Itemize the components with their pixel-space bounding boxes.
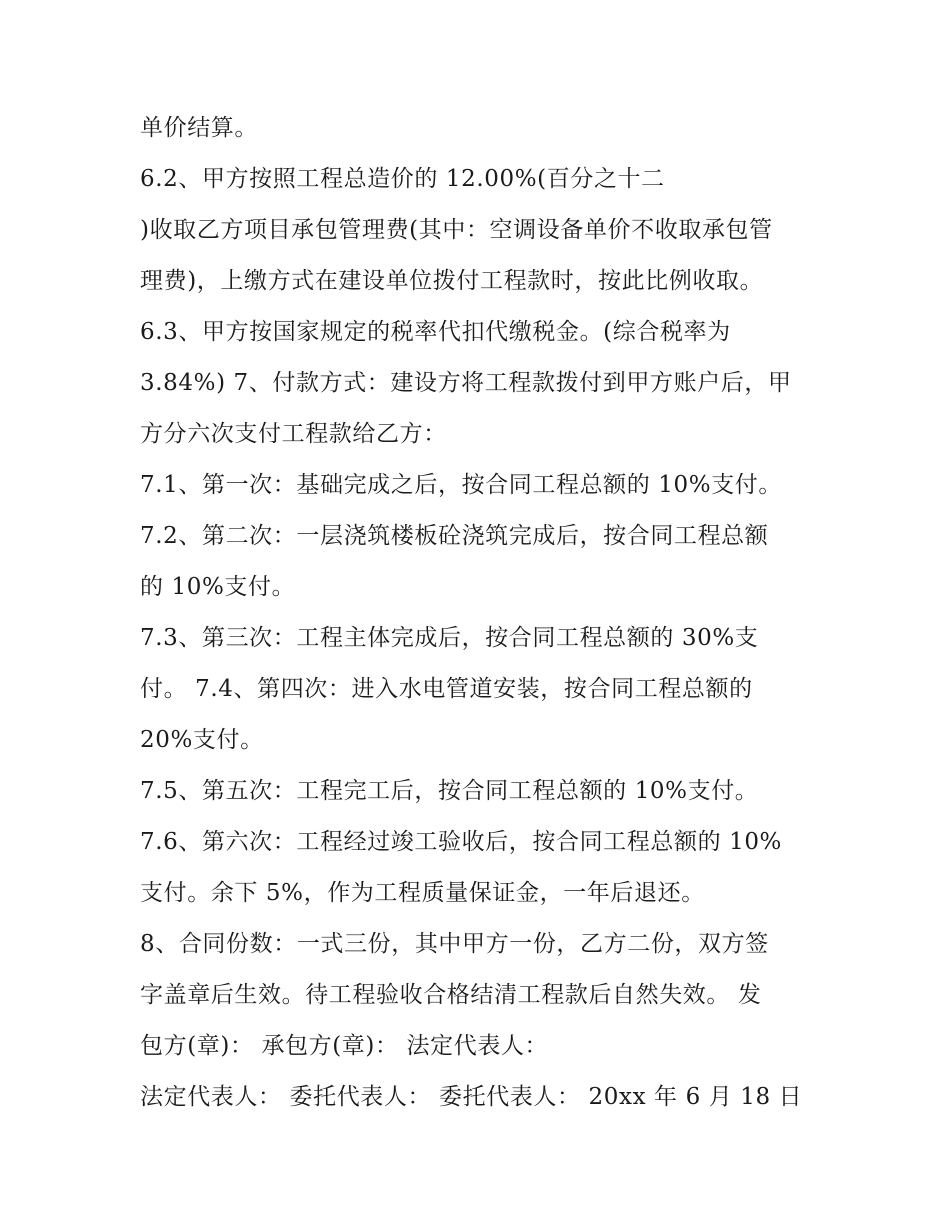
contract-text [140, 103, 820, 1123]
text-line: 付。 7.4、第四次：进入水电管道安装，按合同工程总额的 [140, 676, 753, 702]
text-line: 20%支付。 [140, 727, 264, 753]
text-line: 单价结算。 [140, 115, 258, 141]
text-line: 7.6、第六次：工程经过竣工验收后，按合同工程总额的 10% [140, 829, 783, 855]
text-line: 的 10%支付。 [140, 574, 296, 600]
text-line: 方分六次支付工程款给乙方： [140, 421, 447, 447]
text-line: 字盖章后生效。待工程验收合格结清工程款后自然失效。 发 [140, 982, 762, 1008]
text-line: 7.5、第五次：工程完工后，按合同工程总额的 10%支付。 [140, 778, 759, 804]
text-line: 6.3、甲方按国家规定的税率代扣代缴税金。(综合税率为 [140, 319, 731, 345]
text-line: 支付。余下 5%，作为工程质量保证金，一年后退还。 [140, 880, 705, 906]
text-line: )收取乙方项目承包管理费(其中：空调设备单价不收取承包管 [140, 217, 773, 243]
text-line: 7.1、第一次：基础完成之后，按合同工程总额的 10%支付。 [140, 472, 783, 498]
text-line: 8、合同份数：一式三份，其中甲方一份，乙方二份，双方签 [140, 931, 769, 957]
text-line: 包方(章)： 承包方(章)： 法定代表人： [140, 1033, 549, 1059]
text-line: 法定代表人： 委托代表人： 委托代表人： 20xx 年 6 月 18 日 [140, 1084, 803, 1110]
text-line: 3.84%) 7、付款方式：建设方将工程款拨付到甲方账户后，甲 [140, 370, 792, 396]
text-line: 7.2、第二次：一层浇筑楼板砼浇筑完成后，按合同工程总额 [140, 523, 769, 549]
text-line: 理费)，上缴方式在建设单位拨付工程款时，按此比例收取。 [140, 268, 764, 294]
text-line: 6.2、甲方按照工程总造价的 12.00%(百分之十二 [140, 166, 665, 192]
text-line: 7.3、第三次：工程主体完成后，按合同工程总额的 30%支 [140, 625, 759, 651]
